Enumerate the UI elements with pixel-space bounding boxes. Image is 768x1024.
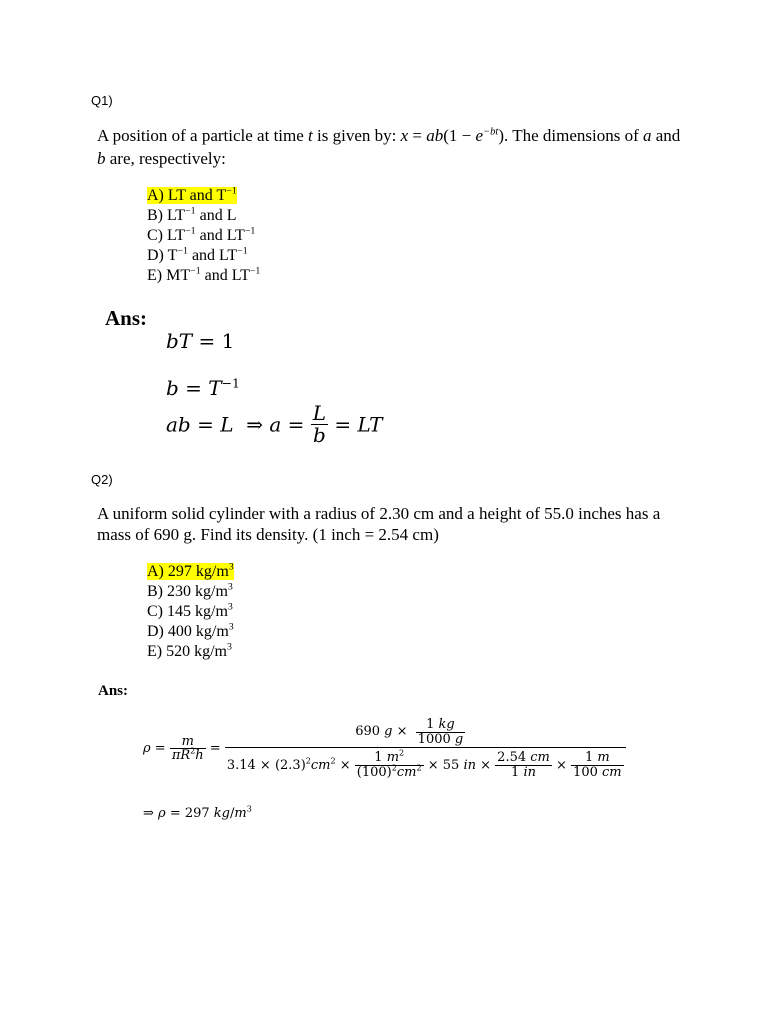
q1-question-line-1	[97, 125, 680, 146]
q1-option-a-prefix: A)	[147, 187, 164, 204]
q1-stem-and: and	[651, 126, 681, 145]
q2-fraction-main: 690 g × $\frac{1 kg}{1000 g}$ $3.14 \times (2.3)^2cm^2$ × $\frac{1 m^2}{(100)^2cm^2}$ × 55 in × $\frac{2.54 cm}{1 in}$ × $\frac{1 m}{100 cm}$	[225, 718, 626, 780]
q1-stem-part3: . The dimensions of	[504, 126, 644, 145]
q1-option-e-prefix: E)	[147, 267, 163, 284]
q2-option-a	[147, 562, 234, 582]
q1-option-d-text2: and LT	[187, 247, 238, 264]
q2-option-d-value: 400 kg/m	[167, 623, 229, 640]
q1-options	[147, 186, 260, 286]
q1-stem-part1: A position of a particle at time	[97, 126, 309, 145]
q1-stem-part2: is given by:	[312, 126, 401, 145]
q1-formula-close: )	[498, 126, 505, 145]
q1-option-e-sup2: −1	[249, 265, 261, 277]
q1-option-d-sup1: −1	[177, 245, 188, 257]
q2-option-e-sup: 3	[227, 641, 232, 653]
q2-options	[147, 562, 234, 662]
q1-stem-a: a	[643, 126, 652, 145]
q1-formula-e: e	[475, 126, 484, 145]
q2-density-formula: ρ = $\frac{m}{\pi R^2h}$ = 690 g × $\frac{1 kg}{1000 g}$ $3.14 \times (2.3)^2cm^2$ × $\frac{1 m^2}{(100)^2cm^2}$ × 55 in × $\frac{2.54 cm}{1 in}$ × $\frac{1 m}{100 cm}$	[143, 718, 626, 780]
q1-formula-open: (1 −	[443, 126, 476, 145]
q1-option-a-text: LT and T	[167, 187, 227, 204]
q1-option-c-text1: LT	[167, 227, 186, 244]
q2-option-e-value: 520 kg/m	[166, 643, 227, 660]
q1-label: Q1)	[91, 93, 113, 108]
q1-answer-heading: Ans:	[105, 306, 148, 330]
q2-option-d-sup: 3	[228, 621, 234, 633]
q1-formula	[401, 126, 504, 145]
q1-option-e-text2: and LT	[200, 267, 250, 284]
q1-option-e-text1: MT	[166, 267, 191, 284]
q1-stem-part4: are, respectively:	[105, 149, 226, 168]
q2-option-d-prefix: D)	[147, 623, 164, 640]
q1-option-b-text2: and L	[195, 207, 237, 224]
q2-option-b	[147, 582, 234, 602]
q1-option-d-text1: T	[167, 247, 178, 264]
q1-solution-eq-2: $b = T^{-1}$	[166, 375, 240, 400]
q2-option-b-sup: 3	[227, 581, 233, 593]
q2-option-e	[147, 642, 234, 662]
q1-option-c-sup1: −1	[185, 225, 196, 237]
q1-option-b	[147, 206, 260, 226]
q2-option-c-sup: 3	[227, 601, 233, 613]
q1-formula-x: x	[400, 126, 409, 145]
q1-option-b-sup1: −1	[185, 205, 196, 217]
q1-option-b-text1: LT	[167, 207, 186, 224]
q1-question-line-2	[97, 148, 226, 169]
q1-fraction-l-over-b: $\frac{L}{b}$	[312, 401, 327, 447]
q1-option-d-sup2: −1	[237, 245, 248, 257]
q1-option-d	[147, 246, 260, 266]
q2-question-line-2: mass of 690 g. Find its density. (1 inch = 2.54 cm)	[97, 525, 439, 544]
q2-fraction-m-over-pir2h: $\frac{m}{\pi R^2h}$	[171, 733, 204, 764]
q2-option-e-prefix: E)	[147, 643, 163, 660]
q1-formula-exp: −bt	[483, 126, 499, 138]
q1-option-c-sup2: −1	[244, 225, 256, 237]
q2-question-line-1: A uniform solid cylinder with a radius of 2.30 cm and a height of 55.0 inches has a	[97, 504, 661, 523]
q2-option-a-value: 297 kg/m	[167, 563, 229, 580]
q2-option-c	[147, 602, 234, 622]
q2-answer-heading: Ans:	[98, 683, 129, 699]
q1-option-e-sup1: −1	[190, 265, 201, 277]
q1-option-c-text2: and LT	[195, 227, 245, 244]
q2-result: ⇒ ρ = 297 $kg/m^3$	[143, 804, 252, 821]
q2-option-a-sup: 3	[228, 561, 234, 573]
q1-option-e	[147, 266, 260, 286]
q1-stem-b: b	[97, 149, 106, 168]
q2-option-c-value: 145 kg/m	[167, 603, 228, 620]
q2-option-a-prefix: A)	[147, 563, 164, 580]
q1-option-c-prefix: C)	[147, 227, 163, 244]
q2-option-c-prefix: C)	[147, 603, 163, 620]
q2-label: Q2)	[91, 472, 113, 487]
q1-solution-eq-3: ab = L ⇒ a = $\frac{L}{b}$ = LT	[166, 401, 383, 447]
q1-option-d-prefix: D)	[147, 247, 164, 264]
q1-stem-t: t	[308, 126, 313, 145]
q2-option-b-value: 230 kg/m	[167, 583, 228, 600]
q1-formula-ab: ab	[426, 126, 444, 145]
q2-option-b-prefix: B)	[147, 583, 163, 600]
q1-option-b-prefix: B)	[147, 207, 163, 224]
q1-solution-eq-1: bT = 1	[166, 329, 235, 353]
q1-option-c	[147, 226, 260, 246]
q1-formula-eq: =	[408, 126, 427, 145]
q1-option-a-sup: −1	[226, 185, 237, 197]
q1-option-a	[147, 186, 260, 206]
q2-option-d	[147, 622, 234, 642]
